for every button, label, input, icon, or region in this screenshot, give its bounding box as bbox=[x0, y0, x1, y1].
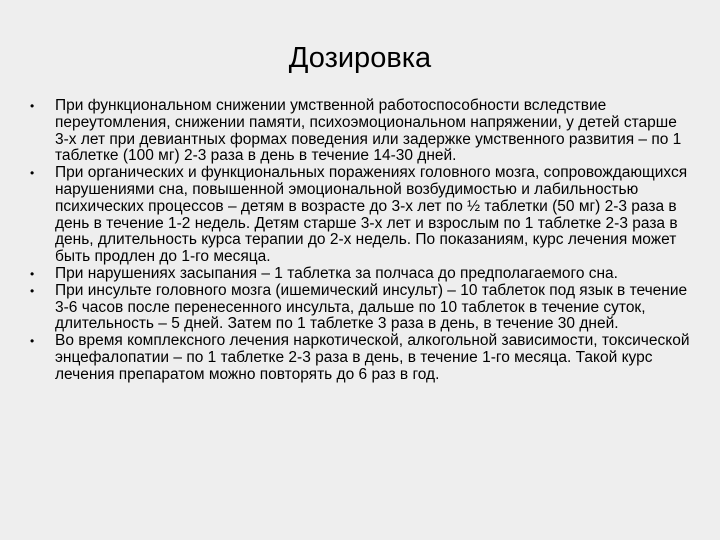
list-item-text: Во время комплексного лечения наркотической, алкогольной зависимости, токсической энцефалопатии – по 1 таблетке 2-3 раза в день, в течение 1-го месяца. Такой курс лечения препаратом можно повторять до 6 раз в год. bbox=[55, 332, 690, 383]
list-item bbox=[30, 283, 690, 333]
bullet-icon: • bbox=[30, 166, 35, 181]
slide-title: Дозировка bbox=[288, 42, 432, 74]
list-item-text: При органических и функциональных поражениях головного мозга, сопровождающихся нарушениями сна, повышенной эмоциональной возбудимостью и лабильностью психических процессов – детям в возрасте до 3-х лет по ½ таблетки (50 мг) 2-3 раза в день в течение 1-2 недель. Детям старше 3-х лет и взрослым по 1 таблетке 2-3 раза в день, длительность курса терапии до 2-х недель. По показаниям, курс лечения может быть продлен до 1-го месяца. bbox=[55, 164, 688, 266]
list-item bbox=[30, 98, 690, 165]
list-item bbox=[30, 165, 690, 266]
list-item bbox=[30, 266, 690, 283]
list-item-text: При функциональном снижении умственной работоспособности вследствие переутомления, снижении памяти, психоэмоциональном напряжении, у детей старше 3-х лет при девиантных формах поведения или задержке умственного развития – по 1 таблетке (100 мг) 2-3 раза в день в течение 14-30 дней. bbox=[55, 97, 682, 165]
bullet-icon: • bbox=[30, 283, 35, 298]
bullet-icon: • bbox=[30, 99, 35, 113]
list-item bbox=[30, 333, 690, 383]
dosage-list bbox=[30, 98, 690, 384]
bullet-icon: • bbox=[30, 334, 35, 349]
list-item-text: При нарушениях засыпания – 1 таблетка за полчаса до предполагаемого сна. bbox=[55, 264, 618, 282]
list-item-text: При инсульте головного мозга (ишемический инсульт) – 10 таблеток под язык в течение 3-6 часов после перенесенного инсульта, дальше по 10 таблеток в течение суток, длительность – 5 дней. Затем по 1 таблетке 3 раза в день, в течение 30 дней. bbox=[55, 281, 688, 333]
bullet-icon: • bbox=[30, 266, 35, 281]
